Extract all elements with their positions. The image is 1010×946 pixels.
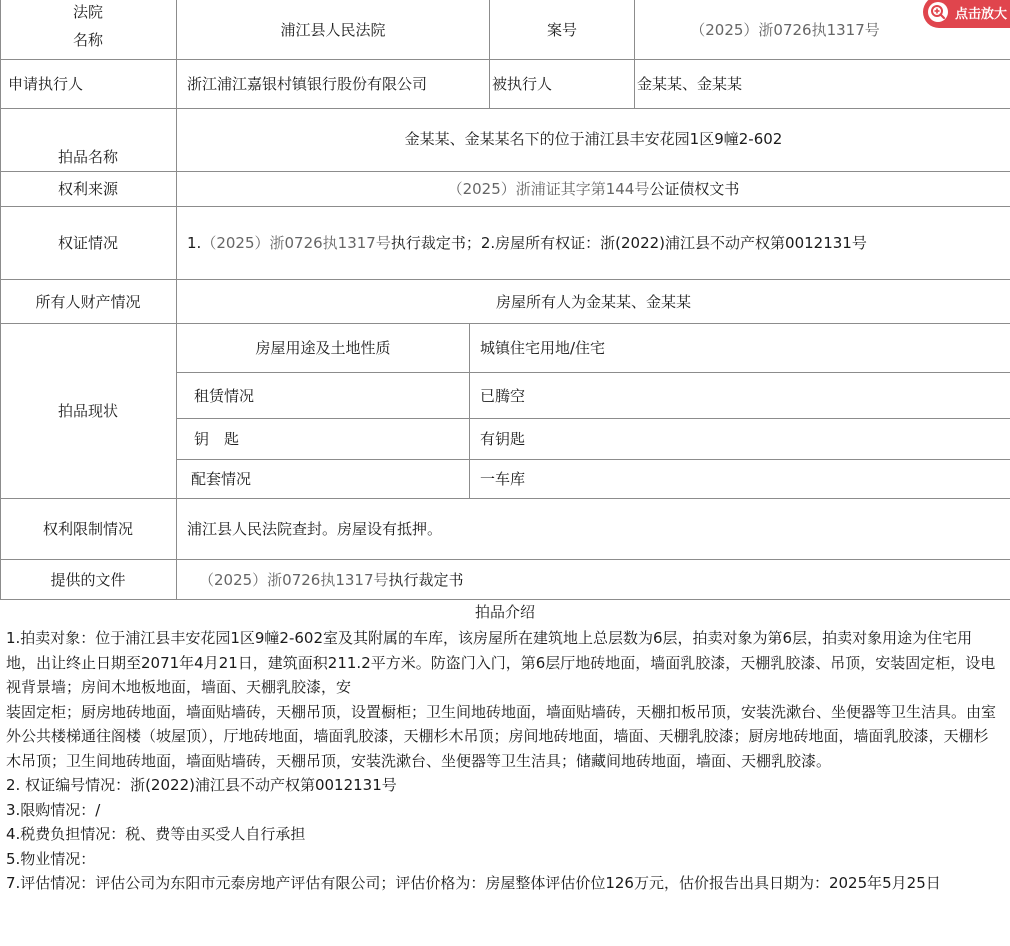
certificate-value (177, 207, 1010, 279)
case-number-label: 案号 (546, 20, 577, 39)
intro-body (6, 626, 996, 896)
owner-value: 房屋所有人为金某某、金某某 (495, 292, 691, 311)
case-number-value: （2025）浙0726执1317号 (690, 20, 880, 39)
documents-label: 提供的文件 (50, 570, 126, 589)
certificate-case-number: （2025）浙0726执1317号 (201, 234, 391, 252)
certificate-label: 权证情况 (57, 234, 118, 252)
documents-case-number: （2025）浙0726执1317号 (199, 570, 389, 589)
intro-paragraph: 3.限购情况：/ (6, 800, 101, 819)
intro-paragraph: 7.评估情况：评估公司为东阳市元泰房地产评估有限公司；评估价格为：房屋整体评估价位126万元，估价报告出具日期为：2025年5月25日 (6, 874, 941, 892)
court-name-value: 浦江县人民法院 (280, 20, 386, 39)
status-lease-label: 租赁情况 (194, 386, 255, 405)
status-key-value: 有钥匙 (480, 430, 526, 448)
respondent-label: 被执行人 (492, 75, 553, 93)
documents-value (177, 560, 1010, 599)
restriction-value: 浦江县人民法院查封。房屋设有抵押。 (187, 520, 443, 538)
intro-title: 拍品介绍 (474, 603, 535, 621)
intro-paragraph: 2. 权证编号情况：浙(2022)浦江县不动产权第0012131号 (6, 776, 397, 794)
status-facility-label: 配套情况 (191, 470, 252, 488)
restriction-label: 权利限制情况 (42, 520, 133, 538)
documents-doc: 执行裁定书 (388, 570, 464, 589)
item-name-value: 金某某、金某某名下的位于浦江县丰安花园1区9幢2-602 (404, 130, 783, 148)
status-lease-value: 已腾空 (480, 386, 526, 405)
respondent-value: 金某某、金某某 (637, 75, 743, 93)
intro-paragraph: 5.物业情况： (6, 849, 96, 868)
intro-paragraph: 1.拍卖对象：位于浦江县丰安花园1区9幢2-602室及其附属的车库，该房屋所在建筑地上总层数为6层，拍卖对象为第6层，拍卖对象用途为住宅用地，出让终止日期至2071年4月21日，建筑面积211.2平方米。防盗门入门，第6层厅地砖地面，墙面乳胶漆，天棚乳胶漆、吊顶，安装固定柜，设电视背景墙；房间木地板地面，墙面、天棚乳胶漆，安 (6, 629, 996, 696)
status-key-label: 钥 匙 (194, 430, 240, 448)
certificate-detail: 执行裁定书；2.房屋所有权证：浙(2022)浦江县不动产权第0012131号 (390, 234, 867, 252)
intro-paragraph: 4.税费负担情况：税、费等由买受人自行承担 (6, 825, 306, 843)
court-label-line2: 名称 (72, 30, 103, 49)
applicant-label: 申请执行人 (8, 75, 84, 93)
zoom-in-icon (927, 1, 949, 23)
rights-source-doc: 公证债权文书 (649, 180, 740, 198)
status-label: 拍品现状 (57, 402, 118, 420)
status-facility-value: 一车库 (480, 470, 526, 488)
item-name-label: 拍品名称 (57, 148, 118, 166)
court-label-line1: 法院 (72, 2, 103, 21)
intro-paragraph: 装固定柜；厨房地砖地面，墙面贴墙砖，天棚吊顶，设置橱柜；卫生间地砖地面，墙面贴墙砖，天棚扣板吊顶，安装洗漱台、坐便器等卫生洁具。由室外公共楼梯通往阁楼（坡屋顶），厅地砖地面，墙面乳胶漆，天棚杉木吊顶；房间地砖地面，墙面、天棚乳胶漆；厨房地砖地面，墙面乳胶漆，天棚杉木吊顶；卫生间地砖地面，墙面贴墙砖，天棚吊顶，安装洗漱台、坐便器等卫生洁具；储藏间地砖地面，墙面、天棚乳胶漆。 (6, 702, 997, 770)
owner-label: 所有人财产情况 (35, 292, 141, 311)
zoom-in-button[interactable] (923, 0, 1010, 28)
rights-source-value (177, 172, 1010, 206)
status-usage-value: 城镇住宅用地/住宅 (480, 339, 606, 357)
certificate-prefix: 1. (187, 234, 202, 252)
court-name-label (0, 0, 176, 59)
status-usage-label: 房屋用途及土地性质 (255, 339, 391, 357)
zoom-in-label: 点击放大 (955, 6, 1008, 22)
rights-source-label: 权利来源 (57, 180, 118, 198)
rights-source-number: （2025）浙浦证其字第144号 (447, 180, 650, 198)
applicant-value: 浙江浦江嘉银村镇银行股份有限公司 (187, 75, 428, 93)
